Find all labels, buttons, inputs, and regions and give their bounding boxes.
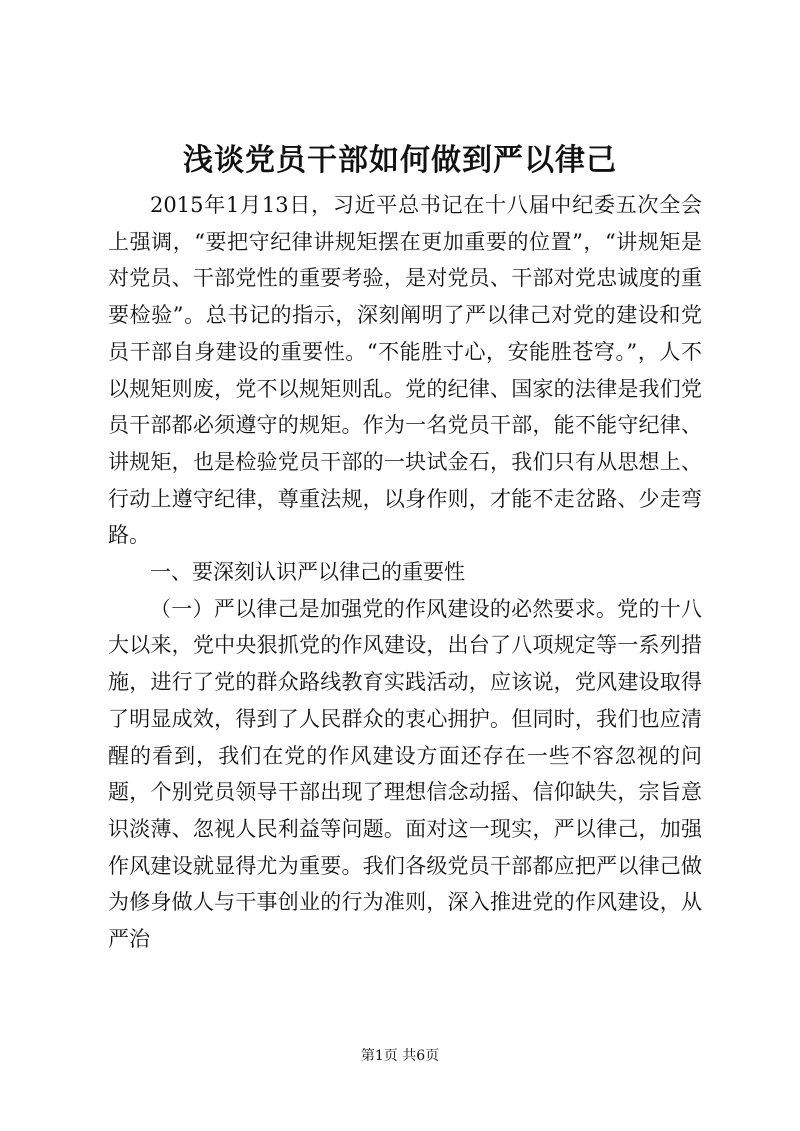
intro-paragraph: 2015年1月13日，习近平总书记在十八届中纪委五次全会上强调，“要把守纪律讲规矩摆在更加重要的位置”，“讲规矩是对党员、干部党性的重要考验，是对党员、干部对党忠诚度的重要检验”。总书记的指示，深刻阐明了严以律己对党的建设和党员干部自身建设的重要性。“不能胜寸心，安能胜苍穹。”，人不以规矩则废，党不以规矩则乱。党的纪律、国家的法律是我们党员干部都必须遵守的规矩。作为一名党员干部，能不能守纪律、讲规矩，也是检验党员干部的一块试金石，我们只有从思想上、行动上遵守纪律，尊重法规，以身作则，才能不走岔路、少走弯路。 <box>108 193 702 548</box>
document-title: 浅谈党员干部如何做到严以律己 <box>183 143 617 178</box>
subsection-paragraph: （一）严以律己是加强党的作风建设的必然要求。党的十八大以来，党中央狠抓党的作风建设，出台了八项规定等一系列措施，进行了党的群众路线教育实践活动，应该说，党风建设取得了明显成效，得到了人民群众的衷心拥护。但同时，我们也应清醒的看到，我们在党的作风建设方面还存在一些不容忽视的问题，个别党员领导干部出现了理想信念动摇、信仰缺失，宗旨意识淡薄、忽视人民利益等问题。面对这一现实，严以律己，加强作风建设就显得尤为重要。我们各级党员干部都应把严以律己做为修身做人与干事创业的行为准则，深入推进党的作风建设，从严治 <box>108 596 702 952</box>
section-heading: 一、要深刻认识严以律己的重要性 <box>150 560 465 585</box>
page-number: 第1页 共6页 <box>360 1048 440 1064</box>
document-body <box>108 187 702 958</box>
